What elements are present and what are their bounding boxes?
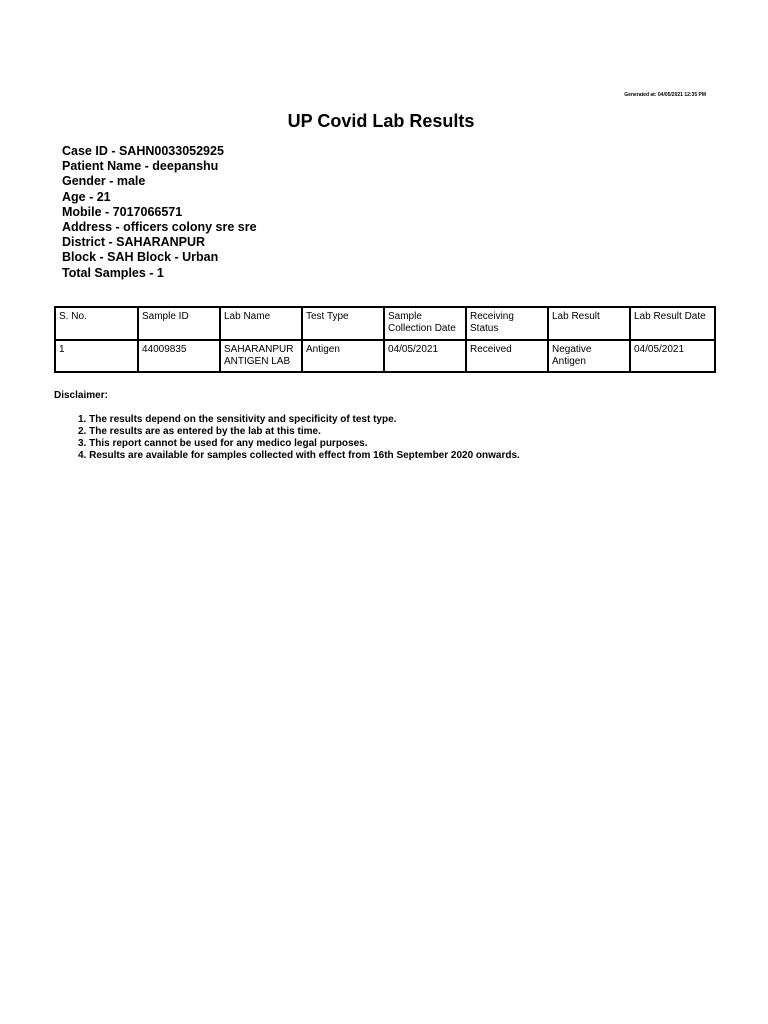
patient-name: Patient Name - deepanshu (62, 159, 219, 174)
disclaimer-list (78, 414, 520, 462)
case-id: Case ID - SAHN0033052925 (62, 144, 224, 158)
gender: Gender - male (62, 174, 146, 189)
total-samples: Total Samples - 1 (62, 265, 164, 280)
disclaimer-title: Disclaimer: (54, 390, 108, 401)
patient-details (62, 144, 257, 281)
address: Address - officers colony sre sre (62, 220, 257, 235)
cell-sample-id: 44009835 (138, 340, 220, 372)
header-sample-id: Sample ID (138, 307, 220, 340)
cell-lab-result-date: 04/05/2021 (630, 340, 715, 372)
header-lab-result-date: Lab Result Date (630, 307, 715, 340)
header-s-no: S. No. (55, 307, 138, 340)
disclaimer-item: 2. The results are as entered by the lab at this time. (78, 426, 321, 437)
district: District - SAHARANPUR (62, 235, 206, 250)
block: Block - SAH Block - Urban (62, 250, 219, 265)
table-row (55, 340, 715, 372)
cell-test-type: Antigen (302, 340, 384, 372)
page-title: UP Covid Lab Results (287, 111, 475, 131)
header-lab-result: Lab Result (548, 307, 630, 340)
cell-sample-collection-date: 04/05/2021 (384, 340, 466, 372)
disclaimer-item: 3. This report cannot be used for any medico legal purposes. (78, 438, 368, 449)
header-receiving-status: Receiving Status (466, 307, 548, 340)
cell-s-no: 1 (55, 340, 138, 372)
disclaimer-item: 4. Results are available for samples collected with effect from 16th September 2020 onwards. (78, 450, 520, 461)
cell-receiving-status: Received (466, 340, 548, 372)
header-lab-name: Lab Name (220, 307, 302, 340)
cell-lab-result: Negative Antigen (548, 340, 630, 372)
disclaimer-item: 1. The results depend on the sensitivity and specificity of test type. (78, 414, 397, 425)
results-table (54, 306, 716, 373)
mobile: Mobile - 7017066571 (62, 204, 183, 219)
age: Age - 21 (62, 189, 111, 204)
header-test-type: Test Type (302, 307, 384, 340)
table-header-row (55, 307, 715, 340)
header-sample-collection-date: Sample Collection Date (384, 307, 466, 340)
generated-timestamp: Generated at: 04/05/2021 12:35 PM (624, 92, 706, 98)
cell-lab-name: SAHARANPUR ANTIGEN LAB (220, 340, 302, 372)
